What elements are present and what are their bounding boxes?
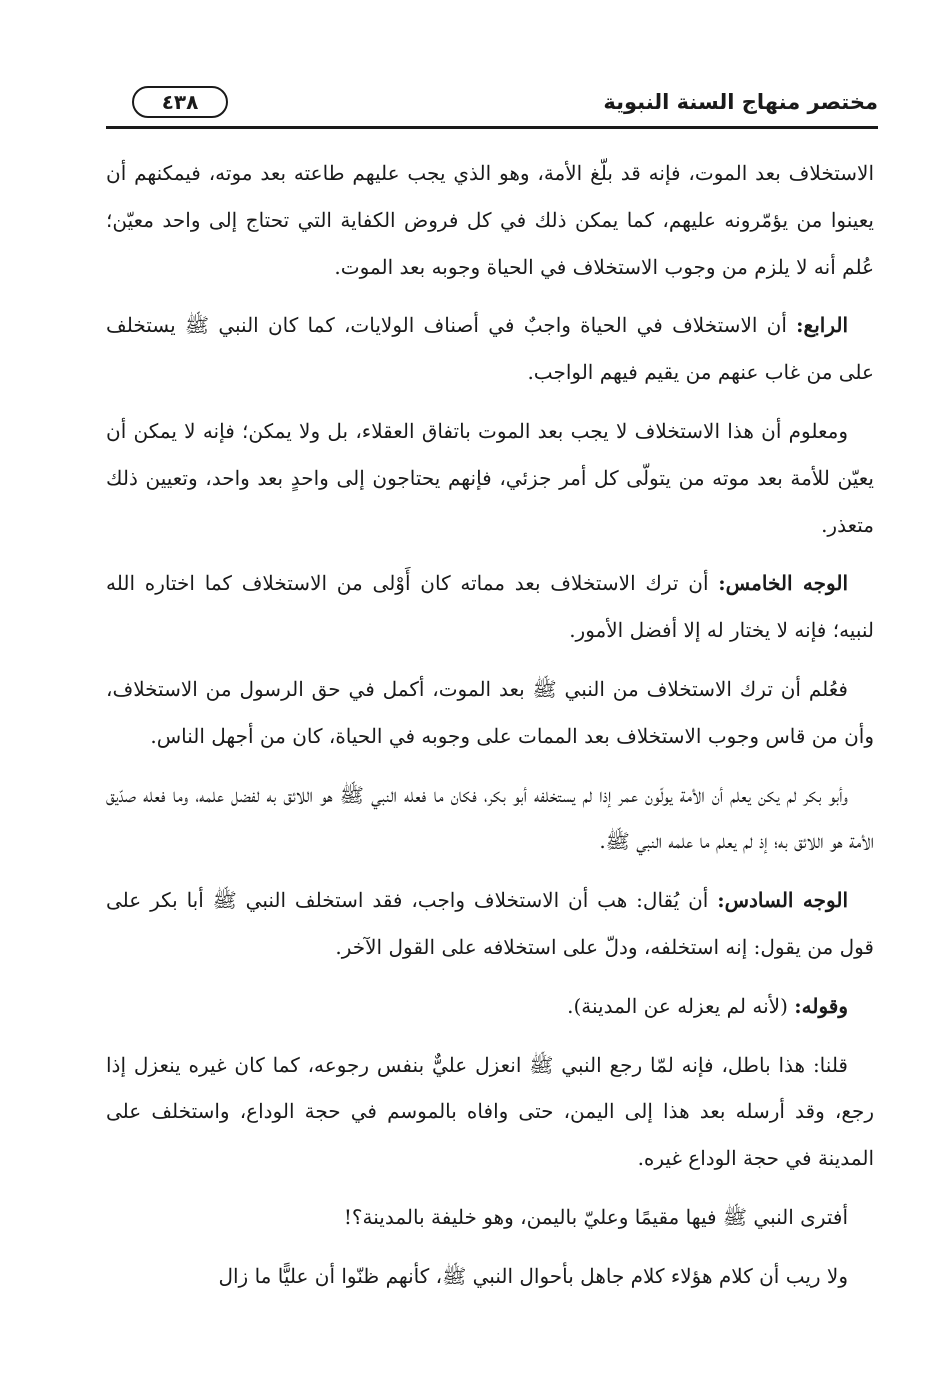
paragraph-label: وقوله: xyxy=(794,993,848,1018)
paragraph-text: ولا ريب أن كلام هؤلاء كلام جاهل بأحوال النبي ﷺ، كأنهم ظنّوا أن عليًّا ما زال xyxy=(218,1263,848,1288)
paragraph xyxy=(106,150,874,290)
paragraph-text: أن ترك الاستخلاف بعد مماته كان أَوْلى من الاستخلاف كما اختاره الله لنبيه؛ فإنه لا يختار له إلا أفضل الأمور. xyxy=(106,571,874,643)
paragraph-text: قلنا: هذا باطل، فإنه لمّا رجع النبي ﷺ انعزل عليٌّ بنفس رجوعه، كما كان غيره ينعزل إذا رجع، وقد أرسله بعد هذا إلى اليمن، حتى وافاه بالموسم في حجة الوداع، واستخلف على المدينة في حجة الوداع غيره. xyxy=(106,1052,874,1171)
page-body xyxy=(106,150,874,1312)
paragraph-text: فعُلم أن ترك الاستخلاف من النبي ﷺ بعد الموت، أكمل في حق الرسول من الاستخلاف، وأن من قاس وجوب الاستخلاف بعد الممات على وجوبه في الحياة، كان من أجهل الناس. xyxy=(106,676,874,748)
paragraph-text: أفترى النبي ﷺ فيها مقيمًا وعليّ باليمن، وهو خليفة بالمدينة؟! xyxy=(343,1204,848,1229)
paragraph-text: (لأنه لم يعزله عن المدينة). xyxy=(567,993,788,1018)
paragraph-label: الوجه السادس: xyxy=(717,888,848,913)
paragraph-text: أن الاستخلاف في الحياة واجبٌ في أصناف الولايات، كما كان النبي ﷺ يستخلف على من غاب عنهم من يقيم فيهم الواجب. xyxy=(106,313,874,385)
paragraph xyxy=(106,302,874,396)
paragraph-text: أن يُقال: هب أن الاستخلاف واجب، فقد استخلف النبي ﷺ أبا بكر على قول من يقول: إنه استخلفه، ودلّ على استخلافه على القول الآخر. xyxy=(106,888,874,959)
page-header xyxy=(106,80,878,130)
paragraph xyxy=(106,666,874,760)
paragraph xyxy=(106,1194,874,1241)
header-divider xyxy=(106,126,878,129)
paragraph xyxy=(106,560,874,654)
paragraph-text: وأبو بكر لم يكن يعلم أن الأمة يولّون عمر إذا لم يستخلفه أبو بكر، فكان ما فعله النبي ﷺ هو اللائق به لفضل علمه، وما فعله صدّيق الأمة هو اللائق به؛ إذ لم يعلم ما علمه النبي ﷺ. xyxy=(106,782,874,854)
paragraph xyxy=(106,408,874,548)
paragraph xyxy=(106,983,874,1030)
paragraph xyxy=(106,1042,874,1182)
paragraph xyxy=(106,877,874,971)
paragraph-label: الرابع: xyxy=(796,313,849,338)
paragraph xyxy=(106,1253,874,1300)
page-number-badge: ٤٣٨ xyxy=(132,86,228,118)
book-title: مختصر منهاج السنة النبوية xyxy=(603,90,878,114)
paragraph-label: الوجه الخامس: xyxy=(718,571,848,596)
paragraph xyxy=(106,772,874,866)
paragraph-text: الاستخلاف بعد الموت، فإنه قد بلّغ الأمة، وهو الذي يجب عليهم طاعته بعد موته، فيمكنهم أن يعينوا من يؤمّرونه عليهم، كما يمكن ذلك في كل فروض الكفاية التي تحتاج إلى واحد معيّن؛ عُلم أنه لا يلزم من وجوب الاستخلاف في الحياة وجوبه بعد الموت. xyxy=(106,161,874,279)
paragraph-text: ومعلوم أن هذا الاستخلاف لا يجب بعد الموت باتفاق العقلاء، بل ولا يمكن؛ فإنه لا يمكن أن يعيّن للأمة بعد موته من يتولّى كل أمر جزئي، فإنهم يحتاجون إلى واحدٍ بعد واحد، وتعيين ذلك متعذر. xyxy=(106,418,874,537)
